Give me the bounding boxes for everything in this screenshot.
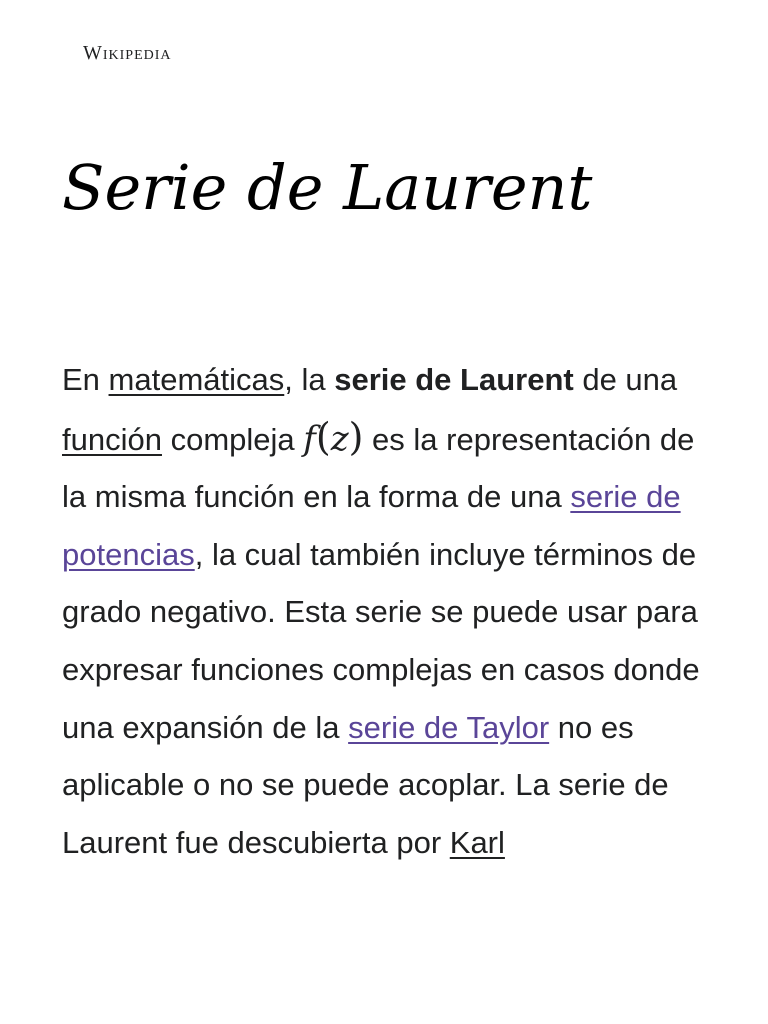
lead-text: no es aplicable o no se puede acoplar. La serie de Laurent fue descubierta por — [62, 709, 669, 860]
lead-text: compleja — [161, 421, 304, 457]
math-z: z — [330, 418, 349, 459]
bold-term: serie de Laurent — [334, 362, 574, 397]
math-f: f — [303, 418, 316, 459]
page-title: Serie de Laurent — [62, 151, 593, 224]
lead-text: de una — [573, 362, 678, 397]
wikipedia-wordmark-link[interactable]: Wikipedia — [83, 42, 172, 64]
lead-text: En — [62, 362, 109, 397]
math-formula — [303, 414, 364, 459]
link-funcion[interactable]: función — [62, 421, 162, 457]
article-lead-paragraph — [62, 351, 712, 871]
link-matematicas[interactable]: matemáticas — [108, 362, 285, 397]
link-karl[interactable]: Karl — [449, 824, 505, 860]
link-serie-de-potencias[interactable]: serie de potencias — [62, 479, 681, 572]
lead-text: , la — [284, 362, 335, 397]
lead-text: , la cual también incluye términos de grado negativo. Esta serie se puede usar para expresar funciones complejas en casos donde una expansión de la — [62, 536, 700, 745]
lead-text: es la representación de la misma función en la forma de una — [62, 421, 695, 515]
math-close-paren: ) — [348, 414, 364, 459]
link-serie-de-taylor[interactable]: serie de Taylor — [348, 709, 550, 745]
math-open-paren: ( — [315, 414, 331, 459]
